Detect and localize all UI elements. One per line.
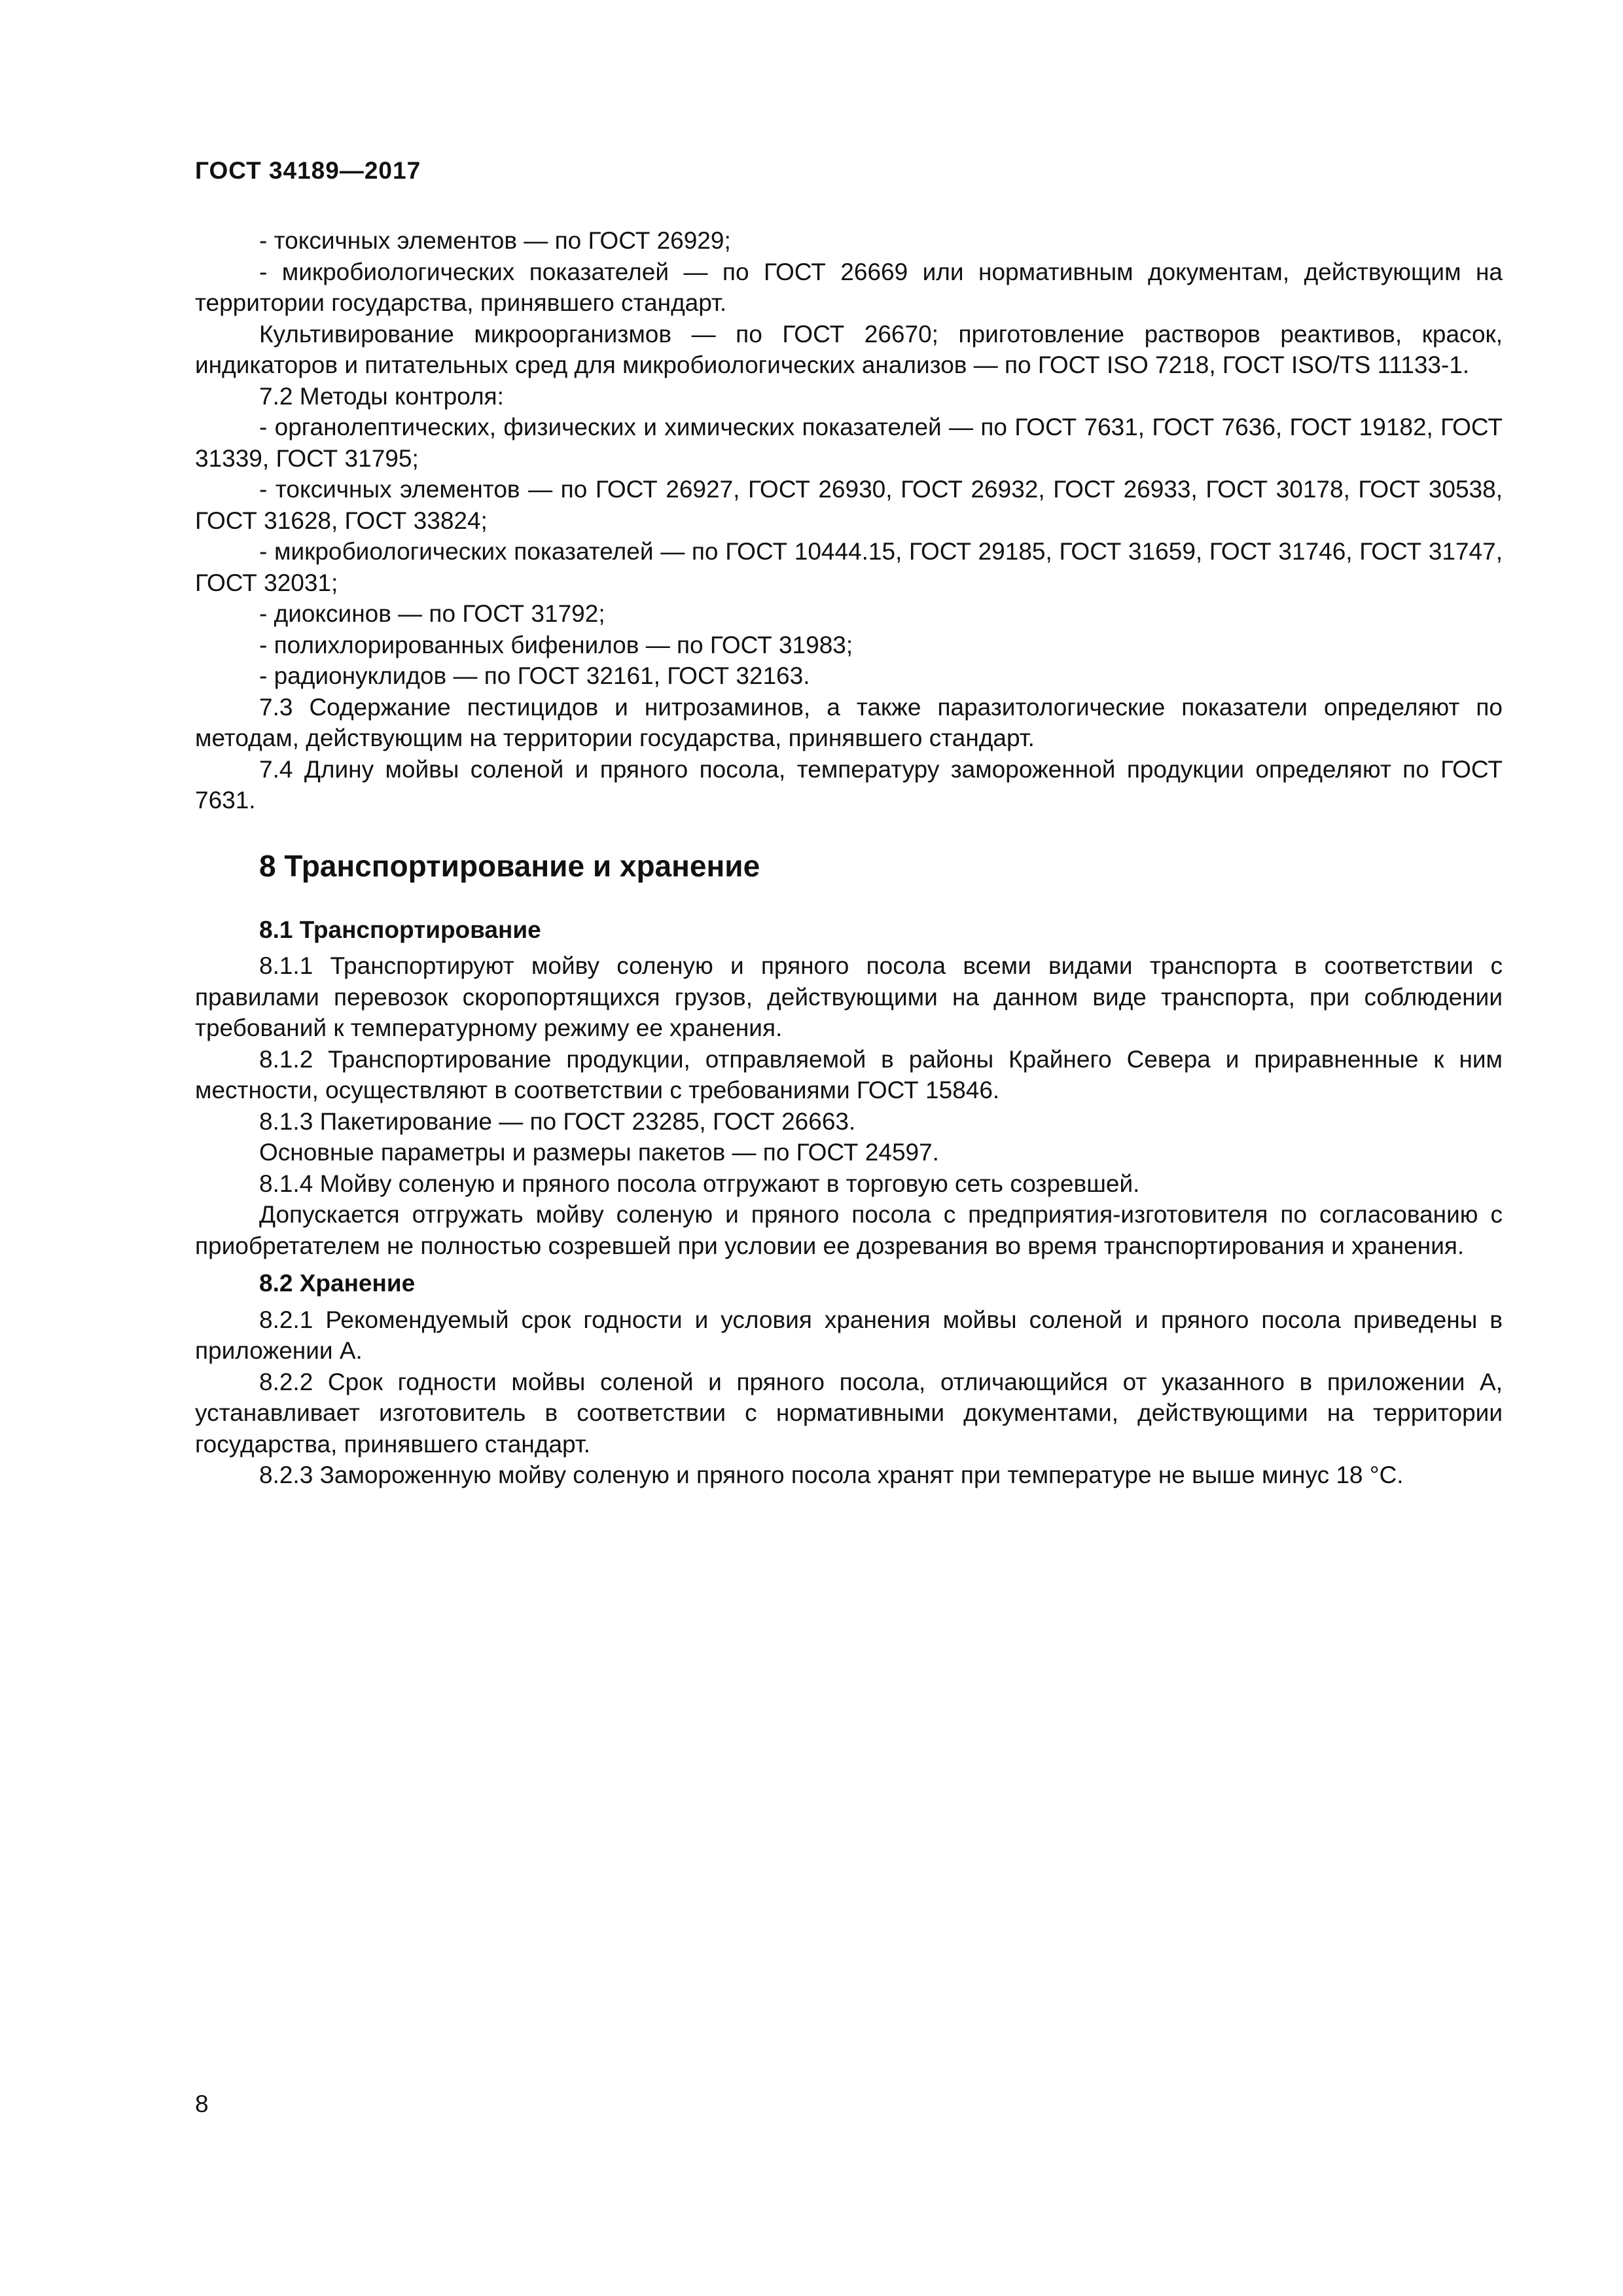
paragraph: 7.2 Методы контроля: — [259, 382, 504, 410]
paragraph: 7.3 Содержание пестицидов и нитрозаминов, а также паразитологические показатели определяют по методам, действующим на территории государства, принявшего стандарт. — [195, 693, 1503, 751]
paragraph: - токсичных элементов — по ГОСТ 26927, ГОСТ 26930, ГОСТ 26932, ГОСТ 26933, ГОСТ 30178, ГОСТ 30538, ГОСТ 31628, ГОСТ 33824; — [195, 476, 1503, 534]
paragraph: - токсичных элементов — по ГОСТ 26929; — [259, 227, 731, 254]
paragraph: 8.1.3 Пакетирование — по ГОСТ 23285, ГОСТ 26663. — [259, 1107, 856, 1135]
paragraph: 8.2.1 Рекомендуемый срок годности и условия хранения мойвы соленой и пряного посола приведены в приложении А. — [195, 1306, 1503, 1364]
page-number: 8 — [195, 2090, 209, 2117]
subsection-heading: 8.2 Хранение — [259, 1270, 416, 1297]
document-header: ГОСТ 34189—2017 — [195, 157, 421, 184]
paragraph: - органолептических, физических и химических показателей — по ГОСТ 7631, ГОСТ 7636, ГОСТ 19182, ГОСТ 31339, ГОСТ 31795; — [195, 414, 1503, 472]
subsection-heading: 8.1 Транспортирование — [259, 916, 541, 943]
paragraph: 8.1.1 Транспортируют мойву соленую и пряного посола всеми видами транспорта в соответствии с правилами перевозок скоропортящихся грузов, действующими на данном виде транспорта, при соблюдении требований к температурному режиму ее хранения. — [195, 952, 1503, 1041]
paragraph: Допускается отгружать мойву соленую и пряного посола с предприятия-изготовителя по согласованию с приобретателем не полностью созревшей при условии ее дозревания во время транспортирования и хранения. — [195, 1201, 1503, 1259]
paragraph: 8.1.4 Мойву соленую и пряного посола отгружают в торговую сеть созревшей. — [259, 1170, 1140, 1197]
paragraph: 7.4 Длину мойвы соленой и пряного посола, температуру замороженной продукции определяют по ГОСТ 7631. — [195, 755, 1503, 814]
paragraph: 8.2.2 Срок годности мойвы соленой и пряного посола, отличающийся от указанного в приложении А, устанавливает изготовитель в соответствии с нормативными документами, действующими на территории государства, принявшего стандарт. — [195, 1368, 1503, 1458]
paragraph: - микробиологических показателей — по ГОСТ 10444.15, ГОСТ 29185, ГОСТ 31659, ГОСТ 31746, ГОСТ 31747, ГОСТ 32031; — [195, 538, 1503, 596]
document-body — [195, 225, 1503, 1491]
paragraph: - полихлорированных бифенилов — по ГОСТ 31983; — [259, 631, 853, 658]
paragraph: - микробиологических показателей — по ГОСТ 26669 или нормативным документам, действующим на территории государства, принявшего стандарт. — [195, 258, 1503, 316]
paragraph: - радионуклидов — по ГОСТ 32161, ГОСТ 32163. — [259, 662, 810, 689]
paragraph: 8.1.2 Транспортирование продукции, отправляемой в районы Крайнего Севера и приравненные к ним местности, осуществляют в соответствии с требованиями ГОСТ 15846. — [195, 1045, 1503, 1103]
paragraph: Основные параметры и размеры пакетов — по ГОСТ 24597. — [259, 1139, 939, 1166]
paragraph: - диоксинов — по ГОСТ 31792; — [259, 600, 605, 627]
section-heading: 8 Транспортирование и хранение — [259, 848, 760, 883]
paragraph: Культивирование микроорганизмов — по ГОСТ 26670; приготовление растворов реактивов, красок, индикаторов и питательных сред для микробиологических анализов — по ГОСТ ISO 7218, ГОСТ ISO/TS 11133-1. — [195, 320, 1503, 378]
paragraph: 8.2.3 Замороженную мойву соленую и пряного посола хранят при температуре не выше минус 18 °С. — [259, 1462, 1404, 1488]
